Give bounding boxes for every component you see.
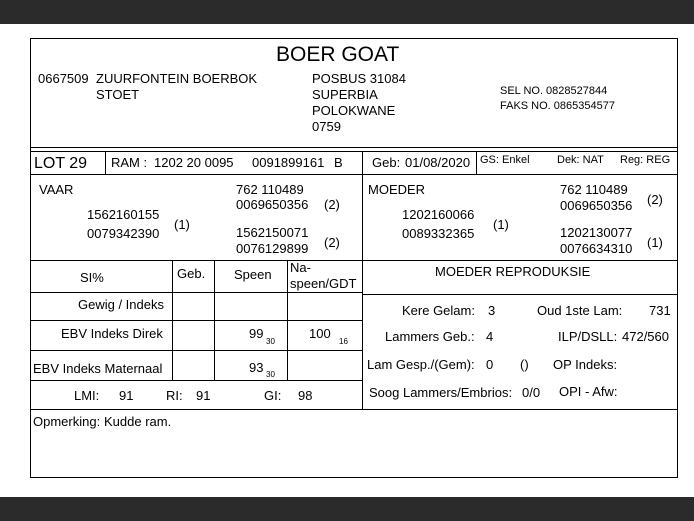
vaar-id-2: 0069650356 [236,197,309,212]
divider-perf-repro [362,260,363,409]
row-direk-speen-sub: 30 [266,337,275,346]
row-gewig-label: Gewig / Indeks [78,297,164,312]
remark-text: Kudde ram. [104,414,172,429]
lam-gem-value: () [520,357,529,372]
divider-lot [30,174,678,175]
moeder-label: MOEDER [368,182,426,197]
divider-indices [30,409,678,410]
soog-label: Soog Lammers/Embrios: [369,385,513,400]
moeder-id-note: (2) [647,192,663,207]
top-dark-bar [0,0,694,24]
repro-title: MOEDER REPRODUKSIE [435,264,591,279]
gi-label: GI: [264,388,282,403]
lam-value: 0 [486,357,494,372]
faks-number: FAKS NO. 0865354577 [500,100,615,112]
divider-col-na [287,260,288,380]
row-direk-na: 100 [309,326,331,341]
kere-label: Kere Gelam: [402,303,475,318]
ram-id: 0091899161 [252,155,325,170]
ram-code: B [334,155,343,170]
ram-label: RAM : [111,155,148,170]
row-direk-label: EBV Indeks Direk [61,326,163,341]
lmi-value: 91 [119,388,134,403]
vaar-id-note: (2) [324,197,340,212]
geb-date: 01/08/2020 [405,155,471,170]
moeder-id-2: 0069650356 [560,198,633,213]
address-line-1: POSBUS 31084 [312,71,406,86]
remark-label: Opmerking: [33,414,101,429]
oud-value: 731 [649,303,671,318]
lammers-label: Lammers Geb.: [385,329,475,344]
ri-label: RI: [166,388,183,403]
moeder-dam-2: 0076634310 [560,241,633,256]
row-maternaal-speen-sub: 30 [266,370,275,379]
ilp-label: ILP/DSLL: [558,329,618,344]
vaar-sire-note: (1) [174,217,190,232]
bottom-dark-bar [0,497,694,521]
divider-ram-geb [362,151,363,174]
divider-perf-row3 [30,380,362,381]
address-line-2: SUPERBIA [312,87,378,102]
vaar-dam-1: 1562150071 [236,225,309,240]
oud-label: Oud 1ste Lam: [537,303,623,318]
sel-number: SEL NO. 0828527844 [500,85,608,97]
breeder-name-2: STOET [96,87,140,102]
moeder-id-1: 762 110489 [560,182,628,197]
moeder-dam-note: (1) [647,235,663,250]
vaar-sire-1: 1562160155 [87,207,160,222]
ram-number: 1202 20 0095 [154,155,234,170]
op-indeks-label: OP Indeks: [553,357,618,372]
lmi-label: LMI: [74,388,100,403]
divider-col-speen [214,260,215,380]
moeder-sire-1: 1202160066 [402,207,475,222]
ri-value: 91 [196,388,211,403]
header-speen-gdt: speen/GDT [290,276,357,291]
vaar-id-1: 762 110489 [236,182,304,197]
lam-label: Lam Gesp./(Gem): [367,357,475,372]
row-direk-na-sub: 16 [339,337,348,346]
header-geb: Geb. [177,266,206,281]
row-maternaal-label: EBV Indeks Maternaal [33,361,163,376]
soog-value: 0/0 [522,385,541,400]
row-direk-speen: 99 [249,326,264,341]
divider-repro-header [362,294,678,295]
moeder-sire-2: 0089332365 [402,226,475,241]
divider-header-2 [30,151,678,152]
address-line-3: POLOKWANE [312,103,396,118]
vaar-label: VAAR [39,182,74,197]
divider-lot-ram [105,151,106,174]
geb-label: Geb: [372,155,401,170]
divider-perf-row2 [30,350,362,351]
moeder-dam-1: 1202130077 [560,225,633,240]
header-speen: Speen [234,267,272,282]
row-maternaal-speen: 93 [249,360,264,375]
lot-number: LOT 29 [34,155,88,172]
dek-value: Dek: NAT [557,154,604,166]
divider-col-geb [172,260,173,380]
divider-pedigree-mid [362,174,363,260]
opi-label: OPI - Afw: [559,384,618,399]
breeder-id: 0667509 [38,71,89,86]
lammers-value: 4 [486,329,494,344]
reg-value: Reg: REG [620,154,671,166]
page-title: BOER GOAT [276,43,400,66]
ilp-value: 472/560 [622,329,669,344]
gs-value: GS: Enkel [480,154,530,166]
vaar-dam-note: (2) [324,235,340,250]
kere-value: 3 [488,303,496,318]
divider-header [30,147,678,148]
address-line-4: 0759 [312,119,341,134]
gi-value: 98 [298,388,313,403]
breeder-name: ZUURFONTEIN BOERBOK [96,71,258,86]
vaar-dam-2: 0076129899 [236,241,309,256]
header-si: SI% [80,270,104,285]
divider-perf-row1 [30,320,362,321]
divider-geb-gs [476,151,477,174]
moeder-sire-note: (1) [493,217,509,232]
divider-pedigree [30,260,678,261]
vaar-sire-2: 0079342390 [87,226,160,241]
divider-perf-header [30,292,362,293]
header-na: Na- [290,260,311,275]
